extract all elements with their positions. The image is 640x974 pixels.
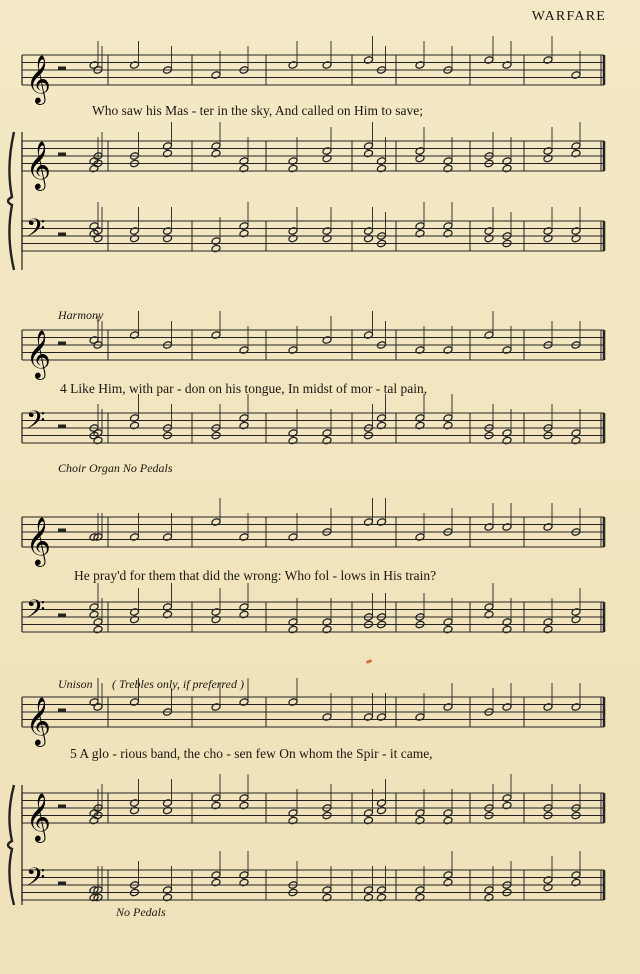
note-head — [415, 222, 425, 231]
note-head — [130, 227, 140, 236]
note-head — [288, 533, 298, 542]
direction-unison: Unison — [58, 677, 93, 691]
bass-clef-icon: 𝄢 — [26, 214, 46, 249]
note-head — [211, 518, 221, 527]
note-head — [288, 625, 298, 634]
note-head — [163, 799, 173, 808]
note-head — [211, 801, 221, 810]
note-head — [571, 608, 581, 617]
note-head — [163, 227, 173, 236]
half-rest-icon — [58, 67, 66, 71]
note-head — [543, 154, 553, 163]
lyric-line-1: Who saw his Mas - ter in the sky, And called on Him to save; — [92, 103, 423, 118]
note-head — [443, 414, 453, 423]
direction-no-pedals: No Pedals — [116, 905, 166, 919]
note-head — [163, 533, 173, 542]
note-head — [93, 436, 103, 445]
half-rest-icon — [58, 233, 66, 237]
note-head — [543, 625, 553, 634]
note-head — [377, 518, 387, 527]
half-rest-icon — [58, 425, 66, 429]
direction-trebles-only: ( Trebles only, if preferred ) — [112, 677, 244, 691]
note-head — [89, 698, 99, 707]
note-head — [239, 164, 249, 173]
note-head — [130, 698, 140, 707]
note-head — [484, 56, 494, 65]
note-head — [377, 164, 387, 173]
note-head — [288, 429, 298, 438]
note-head — [443, 871, 453, 880]
note-head — [89, 61, 99, 70]
note-head — [211, 703, 221, 712]
note-head — [502, 164, 512, 173]
note-head — [443, 816, 453, 825]
note-head — [211, 871, 221, 880]
note-head — [93, 234, 103, 243]
note-head — [239, 346, 249, 355]
note-head — [364, 886, 374, 895]
system-brace-icon — [8, 785, 14, 905]
note-head — [322, 336, 332, 345]
note-head — [288, 618, 298, 627]
note-head — [502, 157, 512, 166]
note-head — [211, 142, 221, 151]
note-head — [163, 603, 173, 612]
note-head — [377, 799, 387, 808]
note-head — [443, 229, 453, 238]
note-head — [502, 436, 512, 445]
note-head — [130, 806, 140, 815]
note-head — [543, 56, 553, 65]
note-head — [364, 809, 374, 818]
note-head — [130, 414, 140, 423]
note-head — [288, 234, 298, 243]
note-head — [543, 234, 553, 243]
lyric-line-2: 4 Like Him, with par - don on his tongue, In midst of mor - tal pain, — [60, 381, 428, 396]
note-head — [364, 331, 374, 340]
note-head — [443, 625, 453, 634]
note-head — [571, 71, 581, 80]
note-head — [377, 893, 387, 902]
note-head — [89, 336, 99, 345]
note-head — [239, 801, 249, 810]
lyric-line-3: He pray'd for them that did the wrong: Who fol - lows in His train? — [74, 568, 437, 583]
note-head — [484, 523, 494, 532]
note-head — [163, 610, 173, 619]
note-head — [322, 154, 332, 163]
note-head — [484, 610, 494, 619]
note-head — [443, 346, 453, 355]
note-head — [484, 227, 494, 236]
note-head — [322, 713, 332, 722]
note-head — [364, 56, 374, 65]
note-head — [377, 713, 387, 722]
note-head — [502, 801, 512, 810]
note-head — [163, 886, 173, 895]
note-head — [211, 149, 221, 158]
section-header: WARFARE — [531, 9, 606, 24]
note-head — [377, 414, 387, 423]
note-head — [543, 618, 553, 627]
note-head — [322, 234, 332, 243]
note-head — [288, 436, 298, 445]
note-head — [288, 157, 298, 166]
note-head — [502, 61, 512, 70]
note-head — [93, 625, 103, 634]
note-head — [571, 703, 581, 712]
note-head — [484, 886, 494, 895]
note-head — [377, 806, 387, 815]
note-head — [443, 703, 453, 712]
system-brace-icon — [8, 132, 14, 270]
direction-harmony: Harmony — [58, 308, 104, 322]
note-head — [211, 237, 221, 246]
note-head — [130, 61, 140, 70]
note-head — [239, 533, 249, 542]
note-head — [571, 436, 581, 445]
note-head — [211, 331, 221, 340]
note-head — [415, 893, 425, 902]
note-head — [93, 618, 103, 627]
note-head — [239, 603, 249, 612]
note-head — [571, 871, 581, 880]
note-head — [502, 618, 512, 627]
note-head — [239, 421, 249, 430]
note-head — [211, 244, 221, 253]
note-head — [322, 886, 332, 895]
note-head — [364, 234, 374, 243]
note-head — [415, 229, 425, 238]
note-head — [415, 346, 425, 355]
note-head — [130, 533, 140, 542]
note-head — [415, 414, 425, 423]
half-rest-icon — [58, 529, 66, 533]
note-head — [322, 618, 332, 627]
note-head — [415, 886, 425, 895]
note-head — [415, 147, 425, 156]
note-head — [364, 518, 374, 527]
note-head — [239, 698, 249, 707]
note-head — [415, 816, 425, 825]
half-rest-icon — [58, 614, 66, 618]
note-head — [415, 533, 425, 542]
note-head — [443, 164, 453, 173]
note-head — [211, 615, 221, 624]
note-head — [364, 142, 374, 151]
note-head — [288, 227, 298, 236]
note-head — [415, 809, 425, 818]
note-head — [288, 816, 298, 825]
note-head — [211, 878, 221, 887]
note-head — [415, 61, 425, 70]
note-head — [443, 809, 453, 818]
note-head — [484, 234, 494, 243]
note-head — [443, 222, 453, 231]
note-head — [443, 421, 453, 430]
note-head — [502, 794, 512, 803]
note-head — [377, 157, 387, 166]
note-head — [130, 331, 140, 340]
note-head — [377, 421, 387, 430]
note-head — [322, 436, 332, 445]
note-head — [93, 703, 103, 712]
half-rest-icon — [58, 342, 66, 346]
note-head — [322, 227, 332, 236]
note-head — [288, 61, 298, 70]
note-head — [130, 421, 140, 430]
note-head — [364, 227, 374, 236]
note-head — [364, 893, 374, 902]
note-head — [571, 227, 581, 236]
note-head — [571, 615, 581, 624]
note-head — [163, 806, 173, 815]
direction-choir-organ: Choir Organ No Pedals — [58, 461, 173, 475]
note-head — [415, 421, 425, 430]
bass-clef-icon: 𝄢 — [26, 863, 46, 898]
note-head — [502, 625, 512, 634]
half-rest-icon — [58, 805, 66, 809]
note-head — [288, 698, 298, 707]
note-head — [89, 222, 99, 231]
note-head — [415, 154, 425, 163]
note-head — [130, 608, 140, 617]
note-head — [288, 164, 298, 173]
note-head — [484, 893, 494, 902]
note-head — [239, 794, 249, 803]
note-head — [543, 523, 553, 532]
half-rest-icon — [58, 153, 66, 157]
treble-clef-icon: 𝄞 — [26, 140, 51, 189]
note-head — [322, 147, 332, 156]
note-head — [364, 149, 374, 158]
note-head — [571, 142, 581, 151]
note-head — [288, 346, 298, 355]
note-head — [239, 229, 249, 238]
note-head — [89, 603, 99, 612]
note-head — [571, 234, 581, 243]
note-head — [543, 147, 553, 156]
note-head — [163, 149, 173, 158]
treble-clef-icon: 𝄞 — [26, 54, 51, 103]
note-head — [130, 234, 140, 243]
treble-clef-icon: 𝄞 — [26, 516, 51, 565]
note-head — [322, 893, 332, 902]
note-head — [571, 149, 581, 158]
note-head — [502, 703, 512, 712]
note-head — [543, 703, 553, 712]
note-head — [502, 346, 512, 355]
bass-clef-icon: 𝄢 — [26, 595, 46, 630]
note-head — [571, 878, 581, 887]
note-head — [163, 234, 173, 243]
note-head — [543, 883, 553, 892]
note-head — [239, 871, 249, 880]
note-head — [239, 414, 249, 423]
note-head — [484, 331, 494, 340]
lyric-line-4: 5 A glo - rious band, the cho - sen few On whom the Spir - it came, — [70, 746, 433, 761]
note-head — [239, 610, 249, 619]
note-head — [163, 142, 173, 151]
note-head — [211, 608, 221, 617]
note-head — [163, 893, 173, 902]
note-head — [502, 429, 512, 438]
note-head — [322, 625, 332, 634]
note-head — [364, 713, 374, 722]
note-head — [364, 816, 374, 825]
half-rest-icon — [58, 709, 66, 713]
note-head — [239, 157, 249, 166]
note-head — [443, 618, 453, 627]
half-rest-icon — [58, 882, 66, 886]
note-head — [239, 222, 249, 231]
note-head — [377, 886, 387, 895]
bass-clef-icon: 𝄢 — [26, 406, 46, 441]
note-head — [239, 878, 249, 887]
note-head — [288, 809, 298, 818]
note-head — [502, 523, 512, 532]
note-head — [543, 227, 553, 236]
note-head — [211, 794, 221, 803]
note-head — [322, 61, 332, 70]
note-head — [89, 610, 99, 619]
treble-clef-icon: 𝄞 — [26, 329, 51, 378]
note-head — [130, 799, 140, 808]
note-head — [543, 876, 553, 885]
treble-clef-icon: 𝄞 — [26, 792, 51, 841]
note-head — [211, 71, 221, 80]
note-head — [443, 878, 453, 887]
note-head — [415, 713, 425, 722]
note-head — [130, 615, 140, 624]
treble-clef-icon: 𝄞 — [26, 696, 51, 745]
note-head — [443, 157, 453, 166]
note-head — [322, 429, 332, 438]
note-head — [571, 429, 581, 438]
note-head — [484, 603, 494, 612]
